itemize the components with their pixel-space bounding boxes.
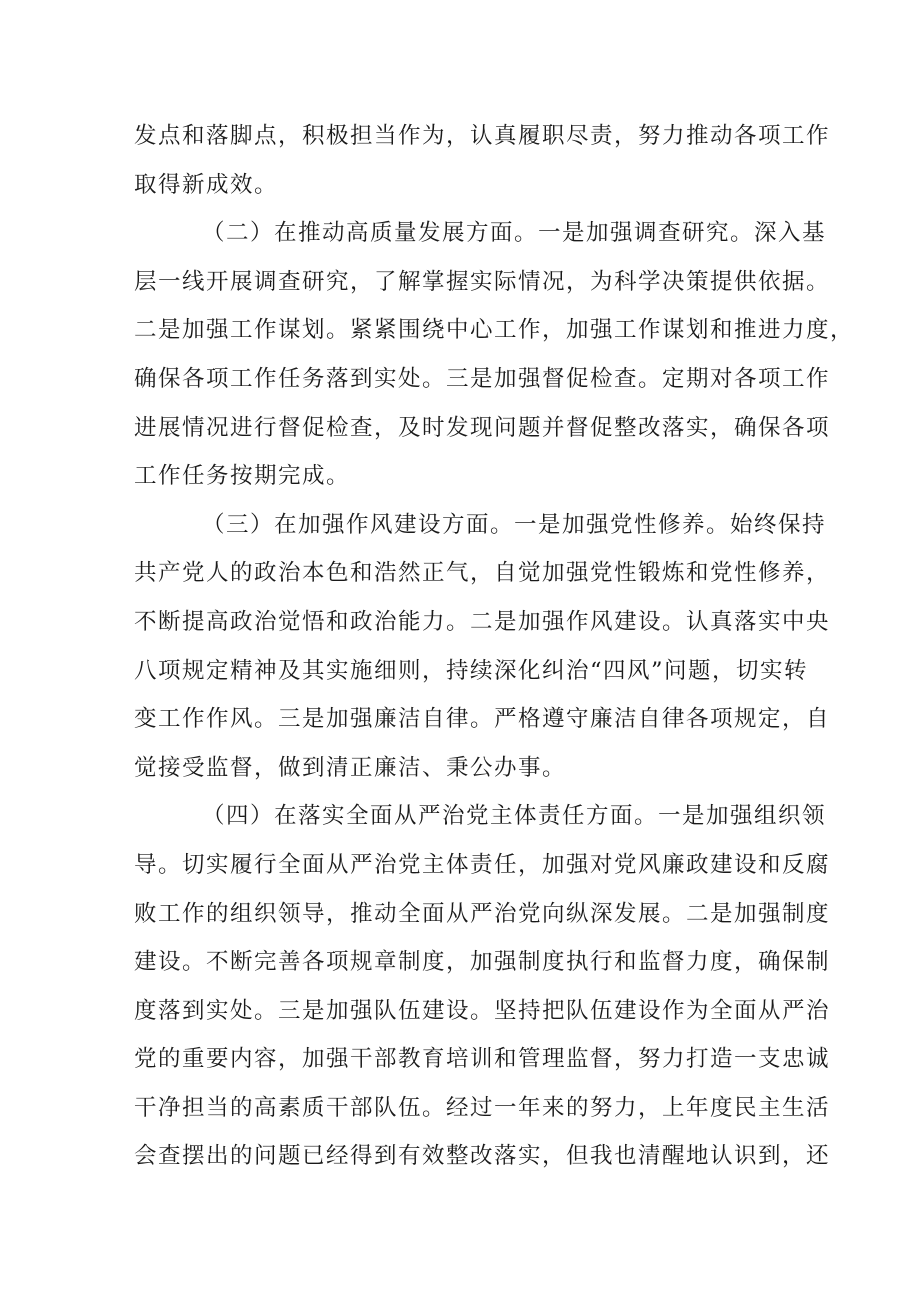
text-line: 确保各项工作任务落到实处。三是加强督促检查。定期对各项工作 [134, 365, 831, 392]
text-line: 党的重要内容，加强干部教育培训和管理监督，努力打造一支忠诚 [134, 1046, 831, 1073]
body-text [134, 112, 855, 1181]
text-line: 建设。不断完善各项规章制度，加强制度执行和监督力度，确保制 [134, 949, 831, 976]
text-line: 二是加强工作谋划。紧紧围绕中心工作，加强工作谋划和推进力度， [134, 317, 855, 344]
section-heading-line: （三）在加强作风建设方面。一是加强党性修养。始终保持 [202, 511, 827, 538]
section-heading-line: （四）在落实全面从严治党主体责任方面。一是加强组织领 [202, 803, 827, 830]
text-line: 度落到实处。三是加强队伍建设。坚持把队伍建设作为全面从严治 [134, 997, 831, 1024]
section-heading-line: （二）在推动高质量发展方面。一是加强调查研究。深入基 [202, 220, 827, 247]
text-line: 干净担当的高素质干部队伍。经过一年来的努力，上年度民主生活 [134, 1094, 831, 1121]
text-line: 共产党人的政治本色和浩然正气，自觉加强党性锻炼和党性修养， [134, 560, 831, 587]
text-line: 导。切实履行全面从严治党主体责任，加强对党风廉政建设和反腐 [134, 851, 831, 878]
text-line: 层一线开展调查研究，了解掌握实际情况，为科学决策提供依据。 [134, 268, 831, 295]
text-line: 发点和落脚点，积极担当作为，认真履职尽责，努力推动各项工作 [134, 123, 831, 149]
text-line: 取得新成效。 [134, 171, 279, 198]
text-line: 进展情况进行督促检查，及时发现问题并督促整改落实，确保各项 [134, 414, 831, 441]
text-line: 觉接受监督，做到清正廉洁、秉公办事。 [134, 754, 567, 781]
text-line: 不断提高政治觉悟和政治能力。二是加强作风建设。认真落实中央 [134, 608, 831, 635]
text-line: 会查摆出的问题已经得到有效整改落实，但我也清醒地认识到，还 [134, 1143, 831, 1170]
text-line: 八项规定精神及其实施细则，持续深化纠治“四风”问题，切实转 [134, 657, 809, 684]
text-line: 工作任务按期完成。 [134, 463, 351, 490]
text-line: 变工作作风。三是加强廉洁自律。严格遵守廉洁自律各项规定，自 [134, 706, 831, 733]
text-line: 败工作的组织领导，推动全面从严治党向纵深发展。二是加强制度 [134, 900, 831, 927]
